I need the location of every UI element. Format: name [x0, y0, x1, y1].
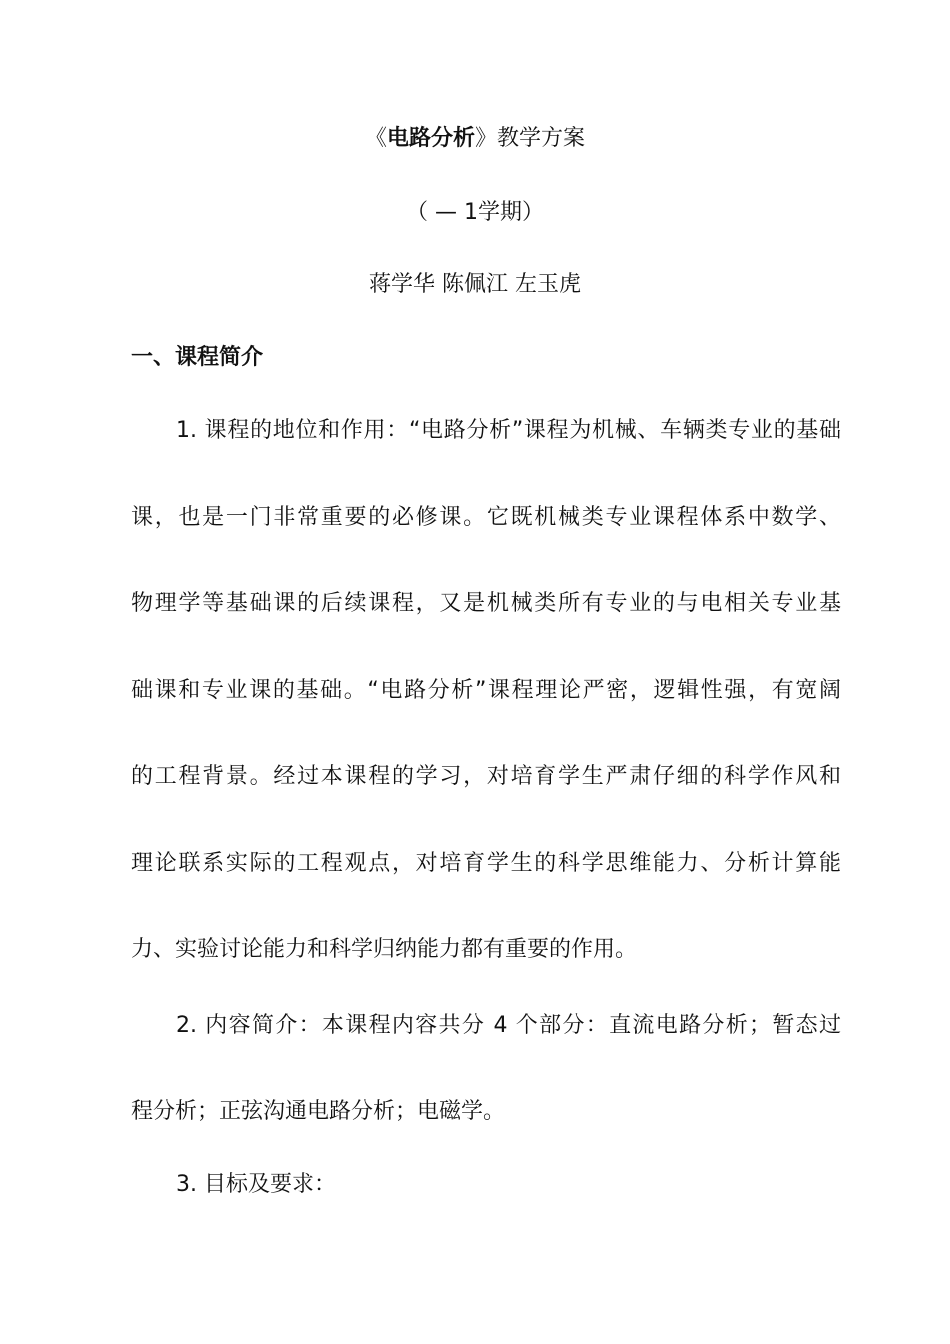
paragraph-line: 2. 内容简介：本课程内容共分 4 个部分：直流电路分析；暂态过: [176, 1013, 841, 1038]
paragraph-line: 物理学等基础课的后续课程，又是机械类所有专业的与电相关专业基: [131, 591, 841, 616]
authors-line: 蒋学华 陈佩江 左玉虎: [369, 272, 581, 297]
paragraph-line: 力、实验讨论能力和科学归纳能力都有重要的作用。: [131, 937, 638, 962]
document-title: [0, 124, 950, 154]
title-prefix: 《: [364, 126, 387, 151]
paragraph-line: 3. 目标及要求：: [176, 1172, 336, 1197]
paragraph-line: 课，也是一门非常重要的必修课。它既机械类专业课程体系中数学、: [131, 505, 841, 530]
paragraph-line: 的工程背景。经过本课程的学习，对培育学生严肃仔细的科学作风和: [131, 764, 841, 789]
term-line: （ — 1学期）: [406, 200, 544, 225]
section-heading-course-intro: 一、课程简介: [131, 345, 264, 370]
paragraph-line: 程分析；正弦沟通电路分析；电磁学。: [131, 1099, 506, 1124]
paragraph-line: 础课和专业课的基础。“电路分析”课程理论严密，逻辑性强，有宽阔: [131, 678, 841, 703]
paragraph-line: 理论联系实际的工程观点，对培育学生的科学思维能力、分析计算能: [131, 851, 841, 876]
title-course-name: 电路分析: [386, 126, 475, 151]
paragraph-line: 1. 课程的地位和作用：“电路分析”课程为机械、车辆类专业的基础: [176, 418, 841, 443]
title-suffix: 》教学方案: [475, 126, 586, 151]
